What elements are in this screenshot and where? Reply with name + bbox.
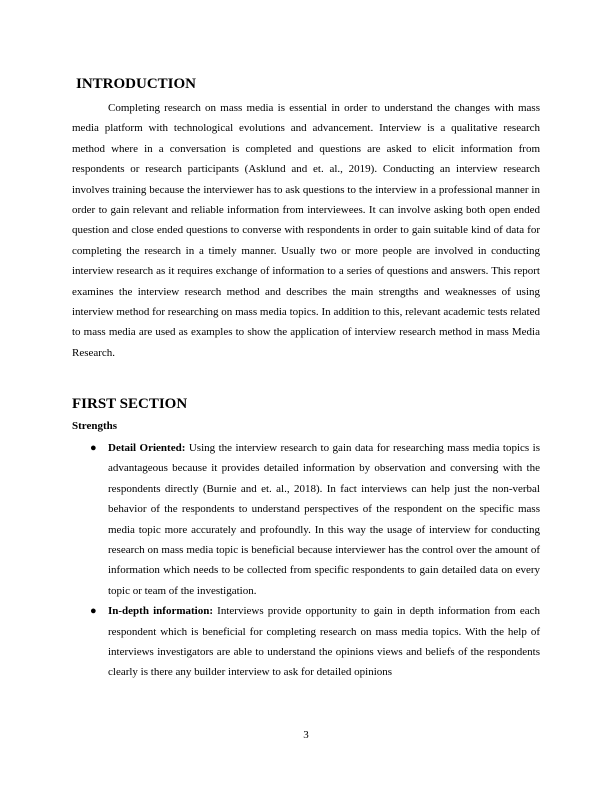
- strengths-subheading: Strengths: [72, 420, 118, 432]
- first-section-heading: FIRST SECTION: [72, 396, 188, 412]
- bullet-title: In-depth information:: [108, 605, 214, 618]
- bullet-icon: ●: [90, 605, 97, 618]
- bullet-icon: ●: [90, 442, 97, 454]
- introduction-paragraph: Completing research on mass media is essential in order to understand the changes with mass media platform with technological evolutions and advancement. Interview is a qualitative research method where in a conversation is completed and questions are asked to elicit information from respondents or research participants (Asklund and et. al., 2019). Conducting an interview research involves training because the interviewer has to ask questions to the interview in a professional manner in order to gain relevant and reliable information from interviewees. It can involve asking both open ended question and close ended questions to converse with respondents in order to gain suitable kind of data for completing the research in a timely manner. Usually two or more people are involved in conducting interview research as it requires exchange of information to a series of questions and answers. This report examines the interview research method and describes the main strengths and weaknesses of using interview method for researching on mass media topics. In addition to this, relevant academic tests related to mass media are used as examples to show the application of interview research method in mass Media Research.: [72, 102, 540, 359]
- page-number: 3: [303, 729, 309, 741]
- bullet-title: Detail Oriented:: [108, 442, 186, 454]
- strengths-list: [90, 438, 541, 683]
- list-item: [90, 438, 540, 601]
- bullet-text: Using the interview research to gain data for researching mass media topics is advantageous because it provides detailed information by observation and conversing with the respondents directly (Burnie and et. al., 2018). In fact interviews can help just the non-verbal behavior of the respondents to understand perspectives of the respondent on the specific mass media topic more accurately and profoundly. In this way the usage of interview for conducting research on mass media topic is beneficial because interviewer has the control over the amount of information which needs to be collected from specific respondents to gain detailed data on every topic or team of the investigation.: [108, 442, 540, 597]
- list-item: [90, 601, 541, 683]
- introduction-heading: INTRODUCTION: [76, 76, 197, 92]
- bullet-text: Interviews provide opportunity to gain in depth information from each respondent which is beneficial for completing research on mass media topics. With the help of interviews investigators are able to understand the opinions views and beliefs of the respondents clearly is there any builder interview to ask for detailed opinions: [108, 605, 541, 679]
